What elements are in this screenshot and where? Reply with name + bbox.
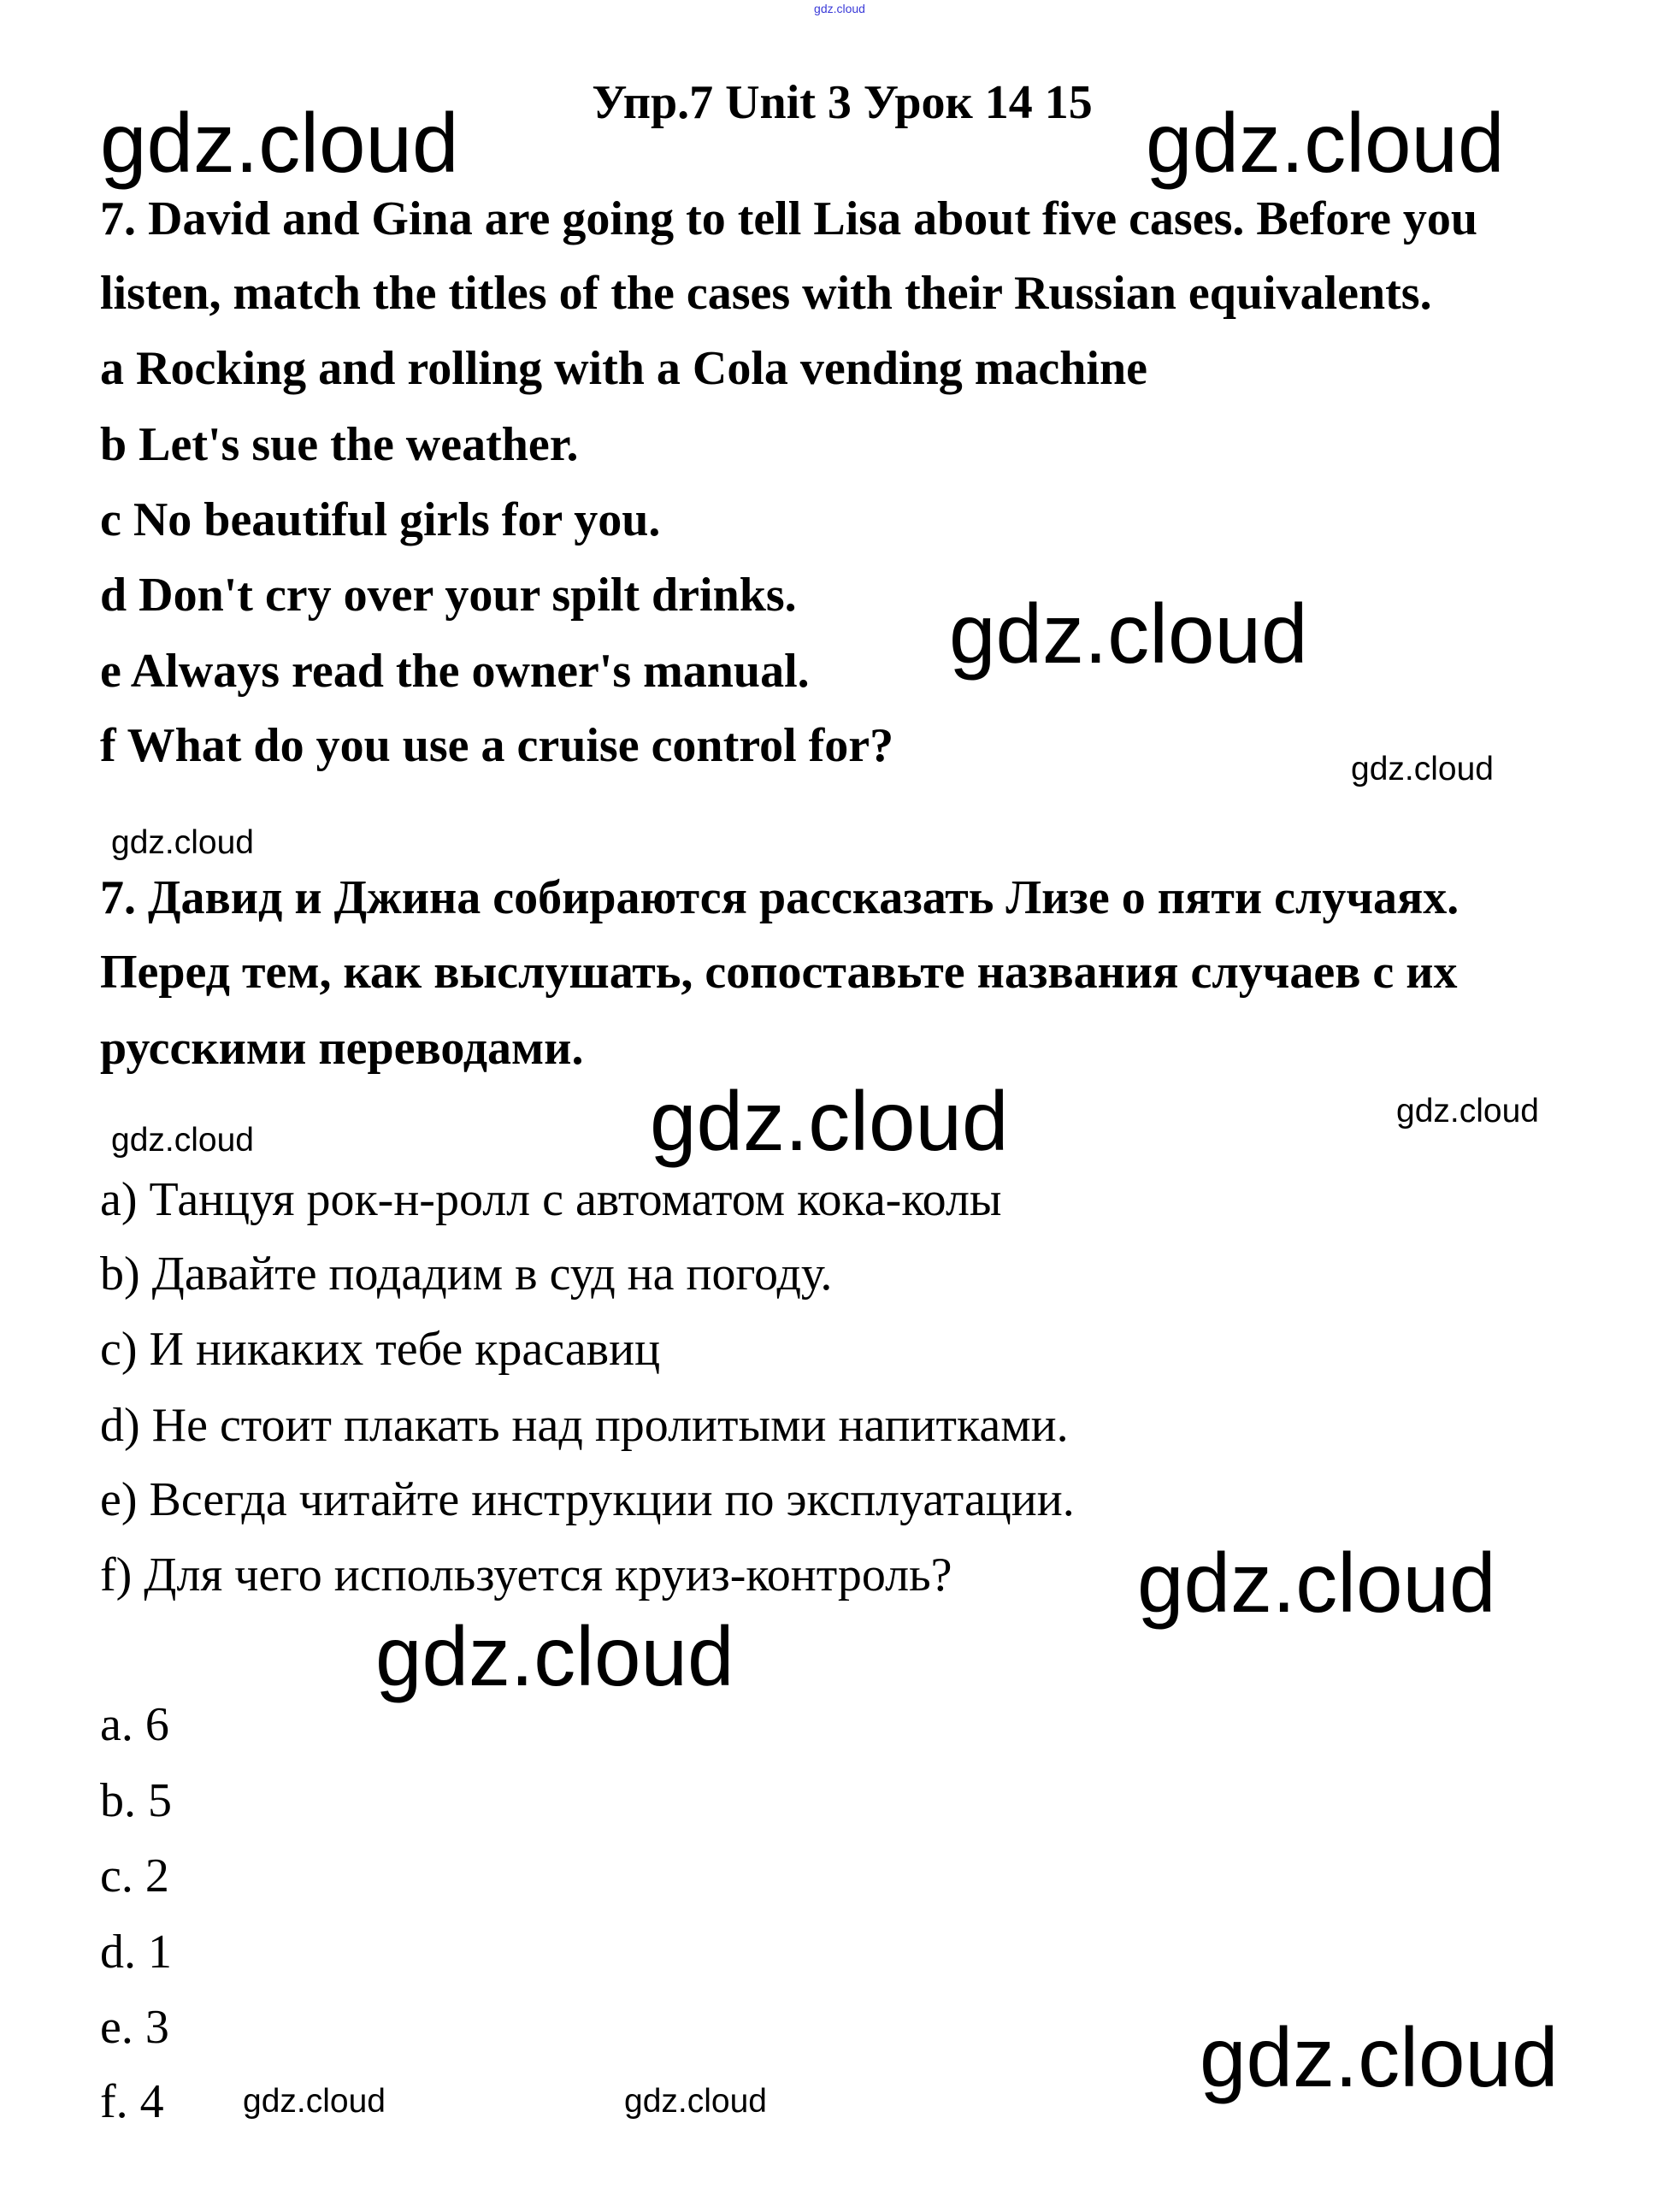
task-en-line: 7. David and Gina are going to tell Lisa about five cases. Before you [100,192,1478,245]
top-watermark: gdz.cloud [814,2,865,15]
task-en-item: a Rocking and rolling with a Cola vending machine [100,342,1147,395]
watermark: gdz.cloud [375,1609,734,1703]
watermark: gdz.cloud [1137,1536,1496,1630]
watermark: gdz.cloud [1200,2010,1559,2104]
page-title: Упр.7 Unit 3 Урок 14 15 [592,76,1093,129]
answer: d. 1 [100,1926,172,1979]
task-en-item: b Let's sue the weather. [100,418,579,471]
task-ru-item: e) Всегда читайте инструкции по эксплуатации. [100,1473,1075,1526]
answer: f. 4 [100,2075,164,2128]
task-ru-line: русскими переводами. [100,1022,584,1075]
task-en-line: listen, match the titles of the cases with their Russian equivalents. [100,267,1432,320]
task-ru-item: f) Для чего используется круиз-контроль? [100,1548,952,1601]
task-ru-item: d) Не стоит плакать над пролитыми напитками. [100,1399,1069,1452]
watermark: gdz.cloud [1351,751,1494,787]
task-ru-item: b) Давайте подадим в суд на погоду. [100,1248,833,1301]
task-en-item: e Always read the owner's manual. [100,645,810,698]
answer: b. 5 [100,1774,172,1827]
task-ru-item: a) Танцуя рок-н-ролл с автоматом кока-колы [100,1173,1002,1226]
task-en-item: d Don't cry over your spilt drinks. [100,569,797,622]
task-en-item: c No beautiful girls for you. [100,493,661,546]
answer: e. 3 [100,2001,169,2054]
task-ru-item: c) И никаких тебе красавиц [100,1323,661,1376]
watermark: gdz.cloud [243,2083,386,2120]
task-ru-line: 7. Давид и Джина собираются рассказать Лизе о пяти случаях. [100,871,1459,924]
answer: a. 6 [100,1698,169,1751]
watermark: gdz.cloud [1146,96,1505,190]
watermark: gdz.cloud [650,1074,1009,1168]
watermark: gdz.cloud [111,824,254,861]
task-en-item: f What do you use a cruise control for? [100,719,894,772]
watermark: gdz.cloud [111,1122,254,1159]
watermark: gdz.cloud [100,96,459,190]
watermark: gdz.cloud [1396,1093,1539,1130]
watermark: gdz.cloud [624,2083,767,2120]
watermark: gdz.cloud [949,587,1308,681]
task-ru-line: Перед тем, как выслушать, сопоставьте названия случаев с их [100,946,1458,999]
answer: c. 2 [100,1849,169,1902]
